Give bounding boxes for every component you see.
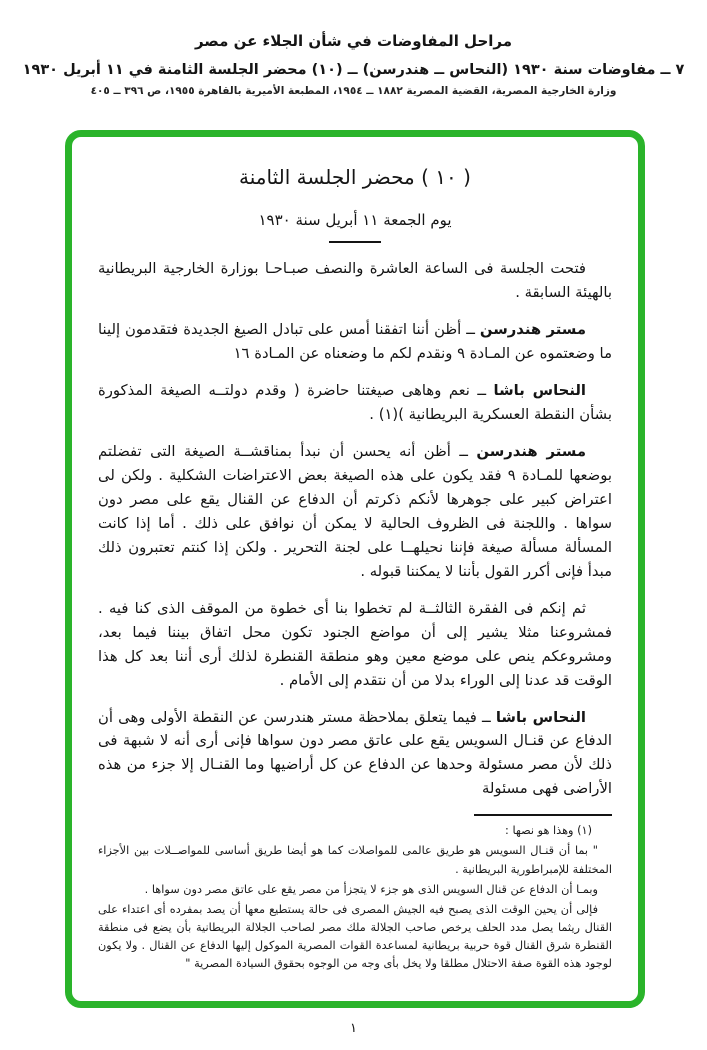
paragraph-opening xyxy=(98,257,612,305)
speaker-name: مستر هندرسن xyxy=(479,320,587,338)
paragraph-henderson-3 xyxy=(98,597,612,693)
paragraph-nahhas-1 xyxy=(98,379,612,427)
document-body xyxy=(98,257,612,801)
page-header xyxy=(0,0,707,97)
document-title: ( ١٠ ) محضر الجلسة الثامنة xyxy=(239,165,471,189)
paragraph-text: ــ أظن أنه يحسن أن نبدأ بمناقشــة الصيغة التى تفضلتم بوضعها للمـادة ٩ فقد يكون على هذه الصيغة بعض الاعتراضات الشكلية . ولكن لى اعتراض كبير على جوهرها لأنكم ذكرتم أن الدفاع عن القنال يقع على مصر دون سواها . واللجنة فى الظروف الحالية لا يمكن أن نوافق على ذلك . أما إذا كانت المسألة مسألة صيغة فإننا نحيلهــا على لجنة التحرير . ولكن إذا كنتم تعتبرون ذلك مبدأ فإنى أكرر القول بأننا لا يمكننا قبوله . xyxy=(98,442,612,580)
footnote-block xyxy=(98,822,612,973)
page-number: ١ xyxy=(350,1021,357,1036)
title-divider-rule xyxy=(329,241,381,243)
footnote-quote-line-2: وبمـا أن الدفاع عن قنال السويس الذى هو جزء لا يتجزأ من مصر يقع على عاتق مصر دون سواها . xyxy=(144,882,598,896)
paragraph-henderson-1 xyxy=(98,318,612,366)
green-highlight-frame xyxy=(65,130,645,1008)
footnote-quote-line-3: فإلى أن يحين الوقت الذى يصبح فيه الجيش المصرى فى حالة يستطيع معها أن يصد بمفرده أى اعتداء على القنال ريثما يصل مدد الحلف يرخص صاحب الجلالة ملك مصر لصاحب الجلالة البريطانية بأن يضع فى منطقة القنطرة شرق القنال قوة حربية بريطانية لمساعدة القوات المصرية الموكول إليها الدفاع عن القنال . ولا يكون لوجود هذه القوة صفة الاحتلال مطلقا ولا يخل بأى وجه من الوجوه بحقوق السيادة المصرية " xyxy=(98,902,612,970)
paragraph-nahhas-2 xyxy=(98,706,612,802)
paragraph-text: ثم إنكم فى الفقرة الثالثــة لم تخطوا بنا أى خطوة من الموقف الذى كنا فيه . فمشروعنا مثلا يشير إلى أن مواضع الجنود تكون محل اتفاق بيننا فيما بعد، ومشروعكم ينص على موضع معين وهو منطقة القنطرة لذلك أرى أننا بعد كل هذا الوقت قد عدنا إلى الوراء بدلا من أن نتقدم إلى الأمام . xyxy=(98,599,612,689)
paragraph-text: ــ نعم وهاهى صيغتنا حاضرة ( وقدم دولتــه الصيغة المذكورة بشأن النقطة العسكرية البريطانية )(١) . xyxy=(98,381,612,423)
paragraph-text: ــ أظن أننا اتفقنا أمس على تبادل الصيغ الجديدة فتقدمون إلينا ما وضعتموه عن المـادة ٩ ونقدم لكم ما وضعناه عن المـادة ١٦ xyxy=(98,320,612,362)
footnote-quote-line-1: " بما أن قنـال السويس هو طريق عالمى للمواصلات كما هو أيضا طريق أساسى للمواصــلات بين الأجزاء المختلفة للإمبراطورية البريطانية . xyxy=(98,844,612,876)
paragraph-henderson-2 xyxy=(98,440,612,584)
footnote-separator-rule xyxy=(474,814,612,816)
paragraph-text: ــ فيما يتعلق بملاحظة مستر هندرسن عن النقطة الأولى وهى أن الدفاع عن قنـال السويس يقع على عاتق مصر دون سواها فإنى أرى أنه لا شبهة فى ذلك لأن مصر مسئولة وحدها عن الدفاع عن كل أراضيها وما القنـال إلا جزء من هذه الأراضى فهى مسئولة xyxy=(98,708,612,798)
header-source-citation: وزارة الخارجية المصرية، القضية المصرية ١٨٨٢ ــ ١٩٥٤، المطبعة الأميرية بالقاهرة ١٩٥٥، ص ٣٩٦ ــ ٤٠٥ xyxy=(90,85,617,97)
paragraph-text: فتحت الجلسة فى الساعة العاشرة والنصف صبـاحـا بوزارة الخارجية البريطانية بالهيئة السابقة . xyxy=(98,260,612,301)
speaker-name: النحاس باشا xyxy=(495,708,586,726)
header-subtitle: ٧ ــ مفاوضات سنة ١٩٣٠ (النحاس ــ هندرسن) ــ (١٠) محضر الجلسة الثامنة في ١١ أبريل ١٩٣٠ xyxy=(22,62,685,78)
speaker-name: النحاس باشا xyxy=(493,381,586,399)
document-date: يوم الجمعة ١١ أبريل سنة ١٩٣٠ xyxy=(258,211,452,229)
header-title: مراحل المفاوضات في شأن الجلاء عن مصر xyxy=(194,32,513,50)
footnote-marker-intro: (١) وهذا هو نصها : xyxy=(505,824,592,838)
speaker-name: مستر هندرسن xyxy=(476,442,586,460)
